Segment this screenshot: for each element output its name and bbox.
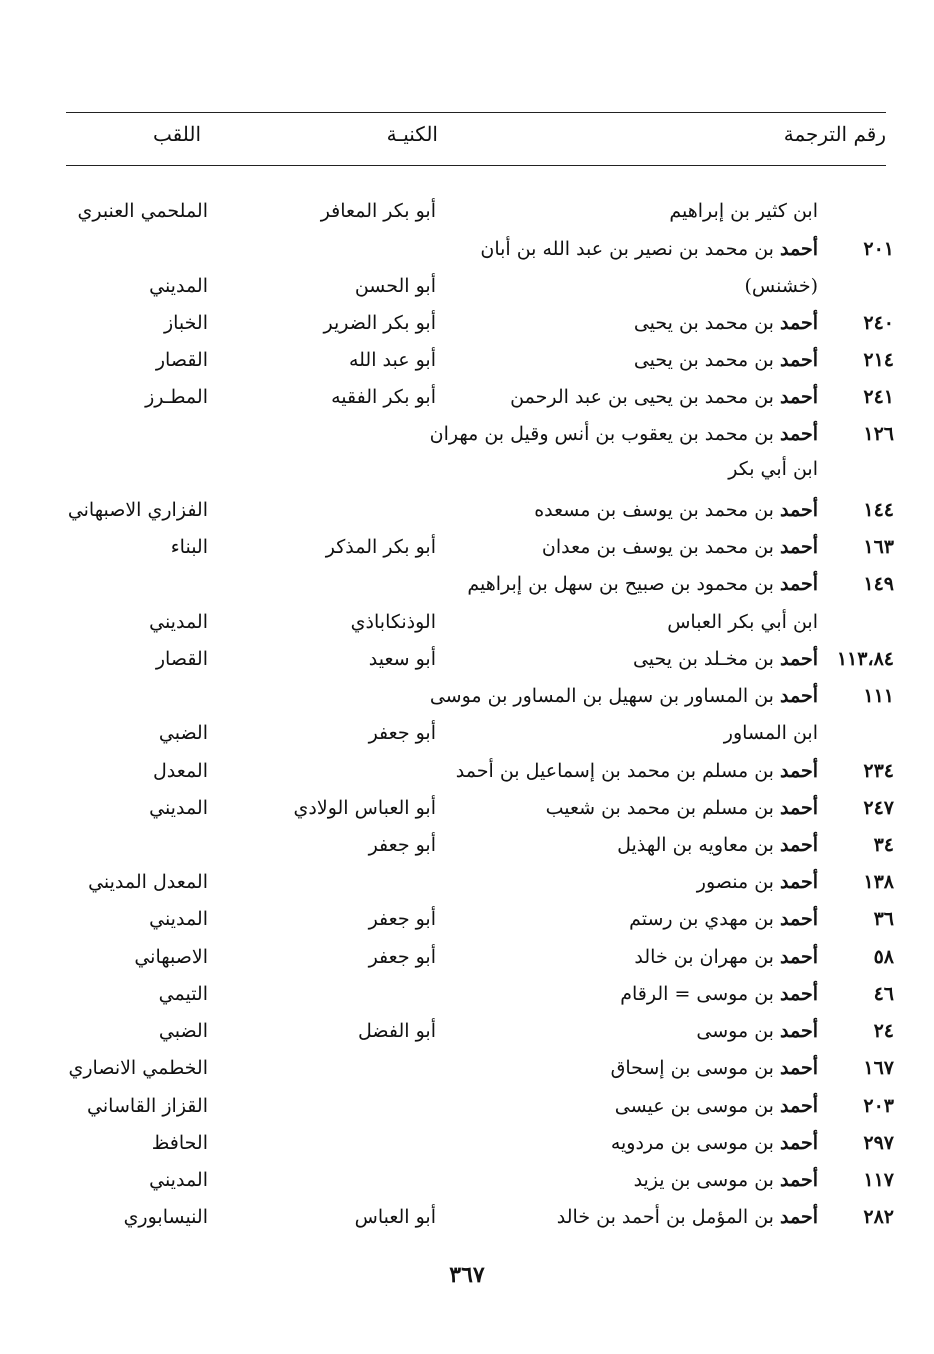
entry-number: ١١٧ [863,1169,894,1191]
name-rest: بن مسلم بن محمد بن إسماعيل بن أحمد [455,760,774,782]
entry-number: ٢٤٧ [863,797,894,819]
name-rest: بن موسى بن إسحاق [610,1057,774,1079]
table-row [0,826,934,864]
person-name [634,304,818,342]
name-rest: بن محمد بن يوسف بن معدان [541,536,774,558]
entry-number: ٢٤ [873,1020,894,1042]
name-rest: بن المؤمل بن أحمد بن خالد [556,1206,774,1228]
entry-number: ٢٠٣ [863,1095,894,1117]
name-rest: بن محمد بن يوسف بن مسعده [534,499,774,521]
person-name [430,415,818,453]
entry-number: ١٣٨ [863,871,894,893]
table-row [0,938,934,976]
person-name [745,267,818,305]
laqab: الضبي [158,722,208,744]
page-number: ٣٦٧ [449,1262,485,1288]
laqab: المديني [149,1169,208,1191]
person-name [615,1087,818,1125]
name-lead-word: أحمد [780,1132,818,1154]
table-row [0,378,934,416]
name-lead-word: أحمد [780,1057,818,1079]
top-rule [66,112,886,113]
laqab: المطـرز [145,386,208,408]
laqab: الحافظ [151,1132,208,1154]
kunya: أبو بكر المذكر [325,536,436,558]
name-rest: بن موسى بن يزيد [633,1169,774,1191]
entry-number: ٤٦ [873,983,894,1005]
laqab: الملحمي العنبري [77,200,208,222]
entry-number: ٣٦ [873,908,894,930]
entry-number: ١٦٧ [863,1057,894,1079]
table-row [0,1012,934,1050]
name-lead-word: أحمد [780,312,818,334]
person-name [617,826,818,864]
table-row [0,565,934,603]
laqab: الفزاري الاصبهاني [67,499,208,521]
laqab: المديني [149,275,208,297]
table-row [0,528,934,566]
header-rule [66,165,886,166]
name-rest: بن المساور بن سهيل بن المساور بن موسى [429,685,774,707]
person-name [669,192,818,230]
name-lead-word: أحمد [780,386,818,408]
table-row [0,341,934,379]
name-lead-word: أحمد [780,946,818,968]
laqab: المعدل المديني [88,871,208,893]
person-name [611,1049,818,1087]
entry-number: ١١٣،٨٤ [836,648,894,670]
kunya: الوذنكاباذي [350,611,436,633]
person-name [634,938,818,976]
name-rest: بن مسلم بن محمد بن شعيب [545,797,774,819]
person-name [629,900,818,938]
table-row [0,230,934,268]
laqab: الاصبهاني [134,946,208,968]
table-row [0,450,934,488]
kunya: أبو عبد الله [348,349,436,371]
person-name [467,565,818,603]
name-rest: ابن أبي بكر العباس [667,611,818,633]
laqab: النيسابوري [123,1206,208,1228]
name-rest: (خشنس) [744,275,818,297]
laqab: المديني [149,908,208,930]
person-name [546,789,818,827]
name-lead-word: أحمد [780,423,818,445]
name-lead-word: أحمد [780,871,818,893]
person-name [667,603,818,641]
table-row [0,677,934,715]
person-name [634,341,818,379]
table-row [0,714,934,752]
entry-number: ١١١ [863,685,894,707]
table-row [0,1049,934,1087]
kunya: أبو جعفر [368,834,436,856]
name-rest: بن مخـلد بن يحيى [632,648,774,670]
name-rest: بن موسى بن مردويه [610,1132,774,1154]
name-rest: بن محمد بن يحيى بن عبد الرحمن [510,386,774,408]
table-row [0,267,934,305]
kunya: أبو العباس [354,1206,436,1228]
kunya: أبو سعيد [368,648,436,670]
table-row [0,491,934,529]
entry-number: ١٢٦ [863,423,894,445]
name-lead-word: أحمد [780,1020,818,1042]
entry-number: ٢٤٠ [863,312,894,334]
person-name [557,1198,818,1236]
name-rest: بن موسى = الرقام [620,983,774,1005]
table-row [0,900,934,938]
entry-number: ١٤٤ [863,499,894,521]
name-lead-word: أحمد [780,573,818,595]
table-row [0,1124,934,1162]
kunya: أبو بكر الضرير [323,312,436,334]
entry-number: ٢٨٢ [863,1206,894,1228]
person-name [620,975,818,1013]
name-lead-word: أحمد [780,238,818,260]
kunya: أبو جعفر [368,946,436,968]
laqab: المعدل [153,760,208,782]
table-row [0,640,934,678]
table-row [0,1087,934,1125]
name-lead-word: أحمد [780,1095,818,1117]
entry-number: ١٤٩ [863,573,894,595]
name-rest: بن معاويه بن الهذيل [617,834,774,856]
name-rest: ابن كثير بن إبراهيم [669,200,818,222]
kunya: أبو العباس الولادي [293,797,436,819]
kunya: أبو بكر الفقيه [331,386,436,408]
laqab: المديني [149,611,208,633]
laqab: المديني [149,797,208,819]
kunya: أبو جعفر [368,722,436,744]
name-rest: ابن المساور [723,722,818,744]
entry-number: ٣٤ [873,834,894,856]
name-lead-word: أحمد [780,499,818,521]
header-kunya: الكنيـة [386,122,438,146]
name-rest: بن مهران بن خالد [634,946,774,968]
person-name [724,714,818,752]
name-lead-word: أحمد [780,760,818,782]
name-lead-word: أحمد [780,349,818,371]
name-rest: بن موسى بن عيسى [614,1095,774,1117]
person-name [510,378,818,416]
laqab: الخطمي الانصاري [68,1057,208,1079]
entry-number: ٢٩٧ [863,1132,894,1154]
person-name [633,640,818,678]
name-rest: بن محمد بن يحيى [633,312,774,334]
name-lead-word: أحمد [780,797,818,819]
name-rest: بن محمد بن يعقوب بن أنس وقيل بن مهران [429,423,774,445]
name-rest: بن مهدي بن رستم [629,908,774,930]
name-lead-word: أحمد [780,908,818,930]
table-row [0,304,934,342]
name-lead-word: أحمد [780,685,818,707]
person-name [611,1124,818,1162]
table-row [0,975,934,1013]
laqab: التيمي [158,983,208,1005]
laqab: القصار [155,648,208,670]
person-name [728,450,818,488]
name-rest: بن محمد بن يحيى [633,349,774,371]
entry-number: ١٦٣ [863,536,894,558]
person-name [696,1012,818,1050]
name-rest: بن منصور [696,871,774,893]
person-name [534,491,818,529]
name-lead-word: أحمد [780,834,818,856]
header-entry-number: رقم الترجمة [783,122,886,146]
name-lead-word: أحمد [780,536,818,558]
person-name [456,752,818,790]
kunya: أبو بكر المعافر [320,200,436,222]
name-lead-word: أحمد [780,1206,818,1228]
entry-number: ٢١٤ [863,349,894,371]
laqab: الخباز [163,312,208,334]
person-name [542,528,818,566]
person-name [697,863,818,901]
table-row [0,789,934,827]
kunya: أبو الفضل [358,1020,436,1042]
table-row [0,1198,934,1236]
table-row [0,415,934,453]
name-rest: بن محمود بن صبيح بن سهل بن إبراهيم [467,573,774,595]
laqab: القزاز القاساني [87,1095,208,1117]
name-lead-word: أحمد [780,983,818,1005]
name-lead-word: أحمد [780,648,818,670]
person-name [430,677,818,715]
entry-number: ٥٨ [873,946,894,968]
table-row [0,192,934,230]
table-row [0,752,934,790]
name-rest: بن موسى [696,1020,774,1042]
kunya: أبو الحسن [354,275,436,297]
laqab: القصار [155,349,208,371]
kunya: أبو جعفر [368,908,436,930]
laqab: الضبي [158,1020,208,1042]
entry-number: ٢٣٤ [863,760,894,782]
entry-number: ٢٠١ [863,238,894,260]
table-row [0,603,934,641]
laqab: البناء [170,536,208,558]
entry-number: ٢٤١ [863,386,894,408]
name-lead-word: أحمد [780,1169,818,1191]
name-rest: ابن أبي بكر [728,458,818,480]
person-name [634,1161,818,1199]
name-rest: بن محمد بن نصير بن عبد الله بن أبان [480,238,774,260]
person-name [480,230,818,268]
table-row [0,863,934,901]
table-row [0,1161,934,1199]
header-laqab: اللقب [152,122,201,146]
